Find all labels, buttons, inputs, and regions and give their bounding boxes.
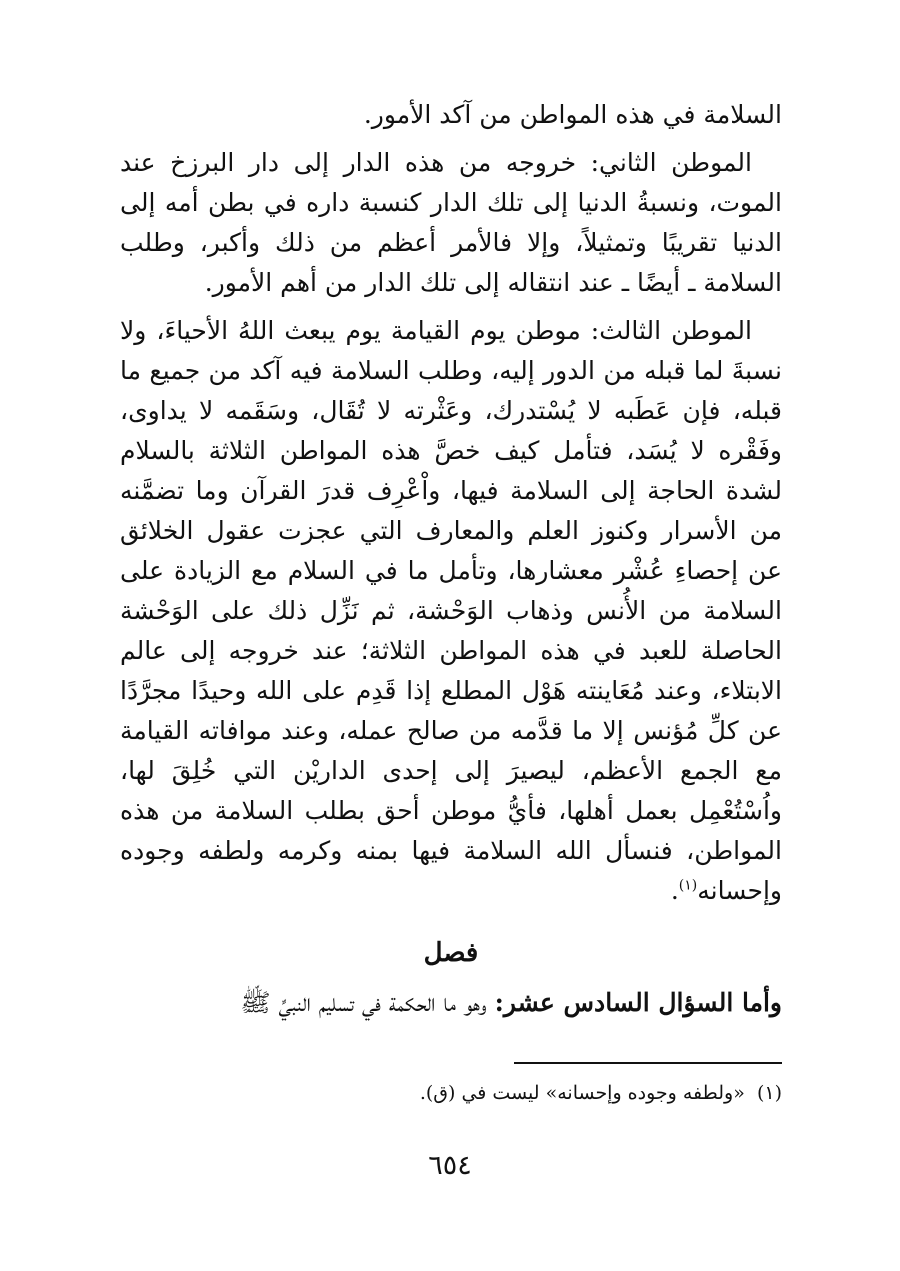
paragraph-second-station: الموطن الثاني: خروجه من هذه الدار إلى دار البرزخ عند الموت، ونسبةُ الدنيا إلى تلك الدار كنسبة داره في بطن أمه إلى الدنيا تقريبًا وتمثيلاً، وإلا فالأمر أعظم من ذلك وأكبر، وطلب السلامة ـ أيضًا ـ عند انتقاله إلى تلك الدار من أهم الأمور. xyxy=(120,148,782,297)
page-number: ٦٥٤ xyxy=(428,1150,472,1181)
paragraph-third-station xyxy=(120,311,782,911)
question-line xyxy=(120,983,782,1023)
paragraph-intro: السلامة في هذه المواطن من آكد الأمور. xyxy=(363,100,782,129)
footnote xyxy=(120,1078,782,1108)
question-text: وهو ما الحكمة في تسليم النبيِّ ﷺ xyxy=(240,988,487,1017)
question-title: وأما السؤال السادس عشر: xyxy=(494,988,782,1017)
paragraph-third-station-text: الموطن الثالث: موطن يوم القيامة يوم يبعث اللهُ الأحياءَ، ولا نسبةَ لما قبله من الدور إليه، وطلب السلامة فيه آكد من جميع ما قبله، فإن عَطَبه لا يُسْتدرك، وعَثْرته لا تُقَال، وسَقَمه لا يداوى، وفَقْره لا يُسَد، فتأمل كيف خصَّ هذه المواطن الثلاثة بالسلام لشدة الحاجة إلى السلامة فيها، واْعْرِف قدرَ القرآن وما تضمَّنه من الأسرار وكنوز العلم والمعارف التي عجزت عقول الخلائق عن إحصاءِ عُشْر معشارها، وتأمل ما في السلام مع الزيادة على السلامة من الأُنس وذهاب الوَحْشة، ثم نَزِّل ذلك على الوَحْشة الحاصلة للعبد في هذه المواطن الثلاثة؛ عند خروجه إلى عالم الابتلاء، وعند مُعَاينته هَوْل المطلع إذا قَدِم على الله وحيدًا مجرَّدًا عن كلِّ مُؤنس إلا ما قدَّمه من صالح عمله، وعند موافاته القيامة مع الجمع الأعظم، ليصيرَ إلى إحدى الداريْن التي خُلِقَ لها، واُسْتُعْمِل بعمل أهلها، فأيُّ موطن أحق بطلب السلامة من هذه المواطن، فنسأل الله السلامة فيها بمنه وكرمه ولطفه وجوده وإحسانه xyxy=(120,316,782,905)
footnote-divider xyxy=(514,1062,782,1064)
paragraph-end-mark: . xyxy=(670,876,679,905)
footnote-marker: (١) xyxy=(756,1082,782,1104)
section-heading: فصل xyxy=(423,938,479,968)
footnote-reference[interactable]: (١) xyxy=(678,877,698,894)
footnote-text: «ولطفه وجوده وإحسانه» ليست في (ق). xyxy=(419,1082,745,1104)
page-body xyxy=(120,95,782,1023)
